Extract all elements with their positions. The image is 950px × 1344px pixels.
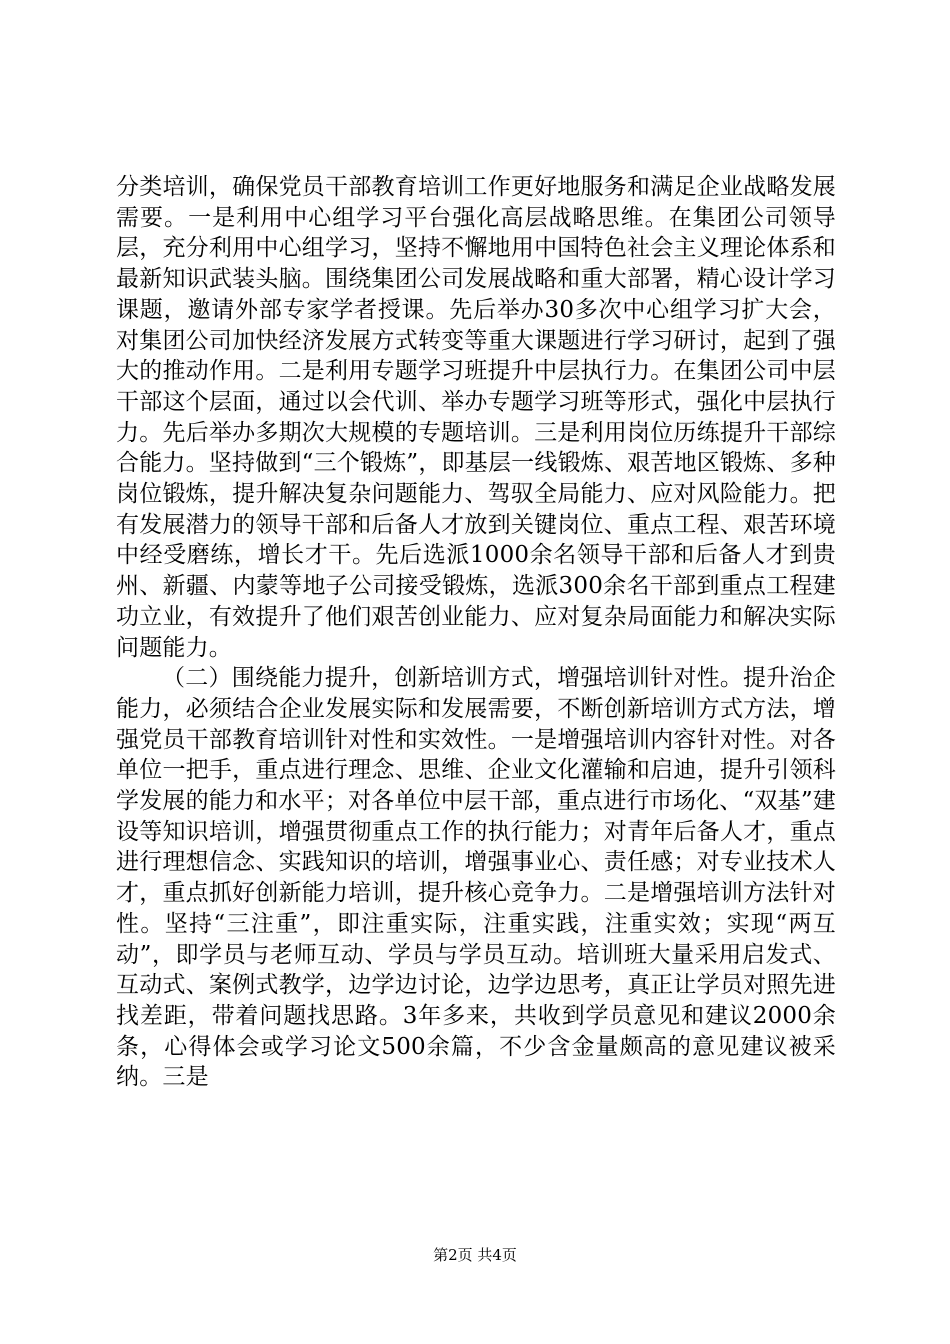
document-body bbox=[116, 172, 836, 1093]
page-number-footer: 第2页 共4页 bbox=[433, 1246, 517, 1264]
paragraph-1: 分类培训，确保党员干部教育培训工作更好地服务和满足企业战略发展需要。一是利用中心组学习平台强化高层战略思维。在集团公司领导层，充分利用中心组学习，坚持不懈地用中国特色社会主义理论体系和最新知识武装头脑。围绕集团公司发展战略和重大部署，精心设计学习课题，邀请外部专家学者授课。先后举办30多次中心组学习扩大会，对集团公司加快经济发展方式转变等重大课题进行学习研讨，起到了强大的推动作用。二是利用专题学习班提升中层执行力。在集团公司中层干部这个层面，通过以会代训、举办专题学习班等形式，强化中层执行力。先后举办多期次大规模的专题培训。三是利用岗位历练提升干部综合能力。坚持做到“三个锻炼”，即基层一线锻炼、艰苦地区锻炼、多种岗位锻炼，提升解决复杂问题能力、驾驭全局能力、应对风险能力。把有发展潜力的领导干部和后备人才放到关键岗位、重点工程、艰苦环境中经受磨练，增长才干。先后选派1000余名领导干部和后备人才到贵州、新疆、内蒙等地子公司接受锻炼，选派300余名干部到重点工程建功立业，有效提升了他们艰苦创业能力、应对复杂局面能力和解决实际问题能力。 bbox=[116, 174, 836, 661]
paragraph-2: （二）围绕能力提升，创新培训方式，增强培训针对性。提升治企能力，必须结合企业发展实际和发展需要，不断创新培训方式方法，增强党员干部教育培训针对性和实效性。一是增强培训内容针对性。对各单位一把手，重点进行理念、思维、企业文化灌输和启迪，提升引领科学发展的能力和水平；对各单位中层干部，重点进行市场化、“双基”建设等知识培训，增强贯彻重点工作的执行能力；对青年后备人才，重点进行理想信念、实践知识的培训，增强事业心、责任感；对专业技术人才，重点抓好创新能力培训，提升核心竞争力。二是增强培训方法针对性。坚持“三注重”，即注重实际，注重实践，注重实效；实现“两互动”，即学员与老师互动、学员与学员互动。培训班大量采用启发式、互动式、案例式教学，边学边讨论，边学边思考，真正让学员对照先进找差距，带着问题找思路。3年多来，共收到学员意见和建议2000余条，心得体会或学习论文500余篇，不少含金量颇高的意见建议被采纳。三是 bbox=[116, 665, 836, 1091]
